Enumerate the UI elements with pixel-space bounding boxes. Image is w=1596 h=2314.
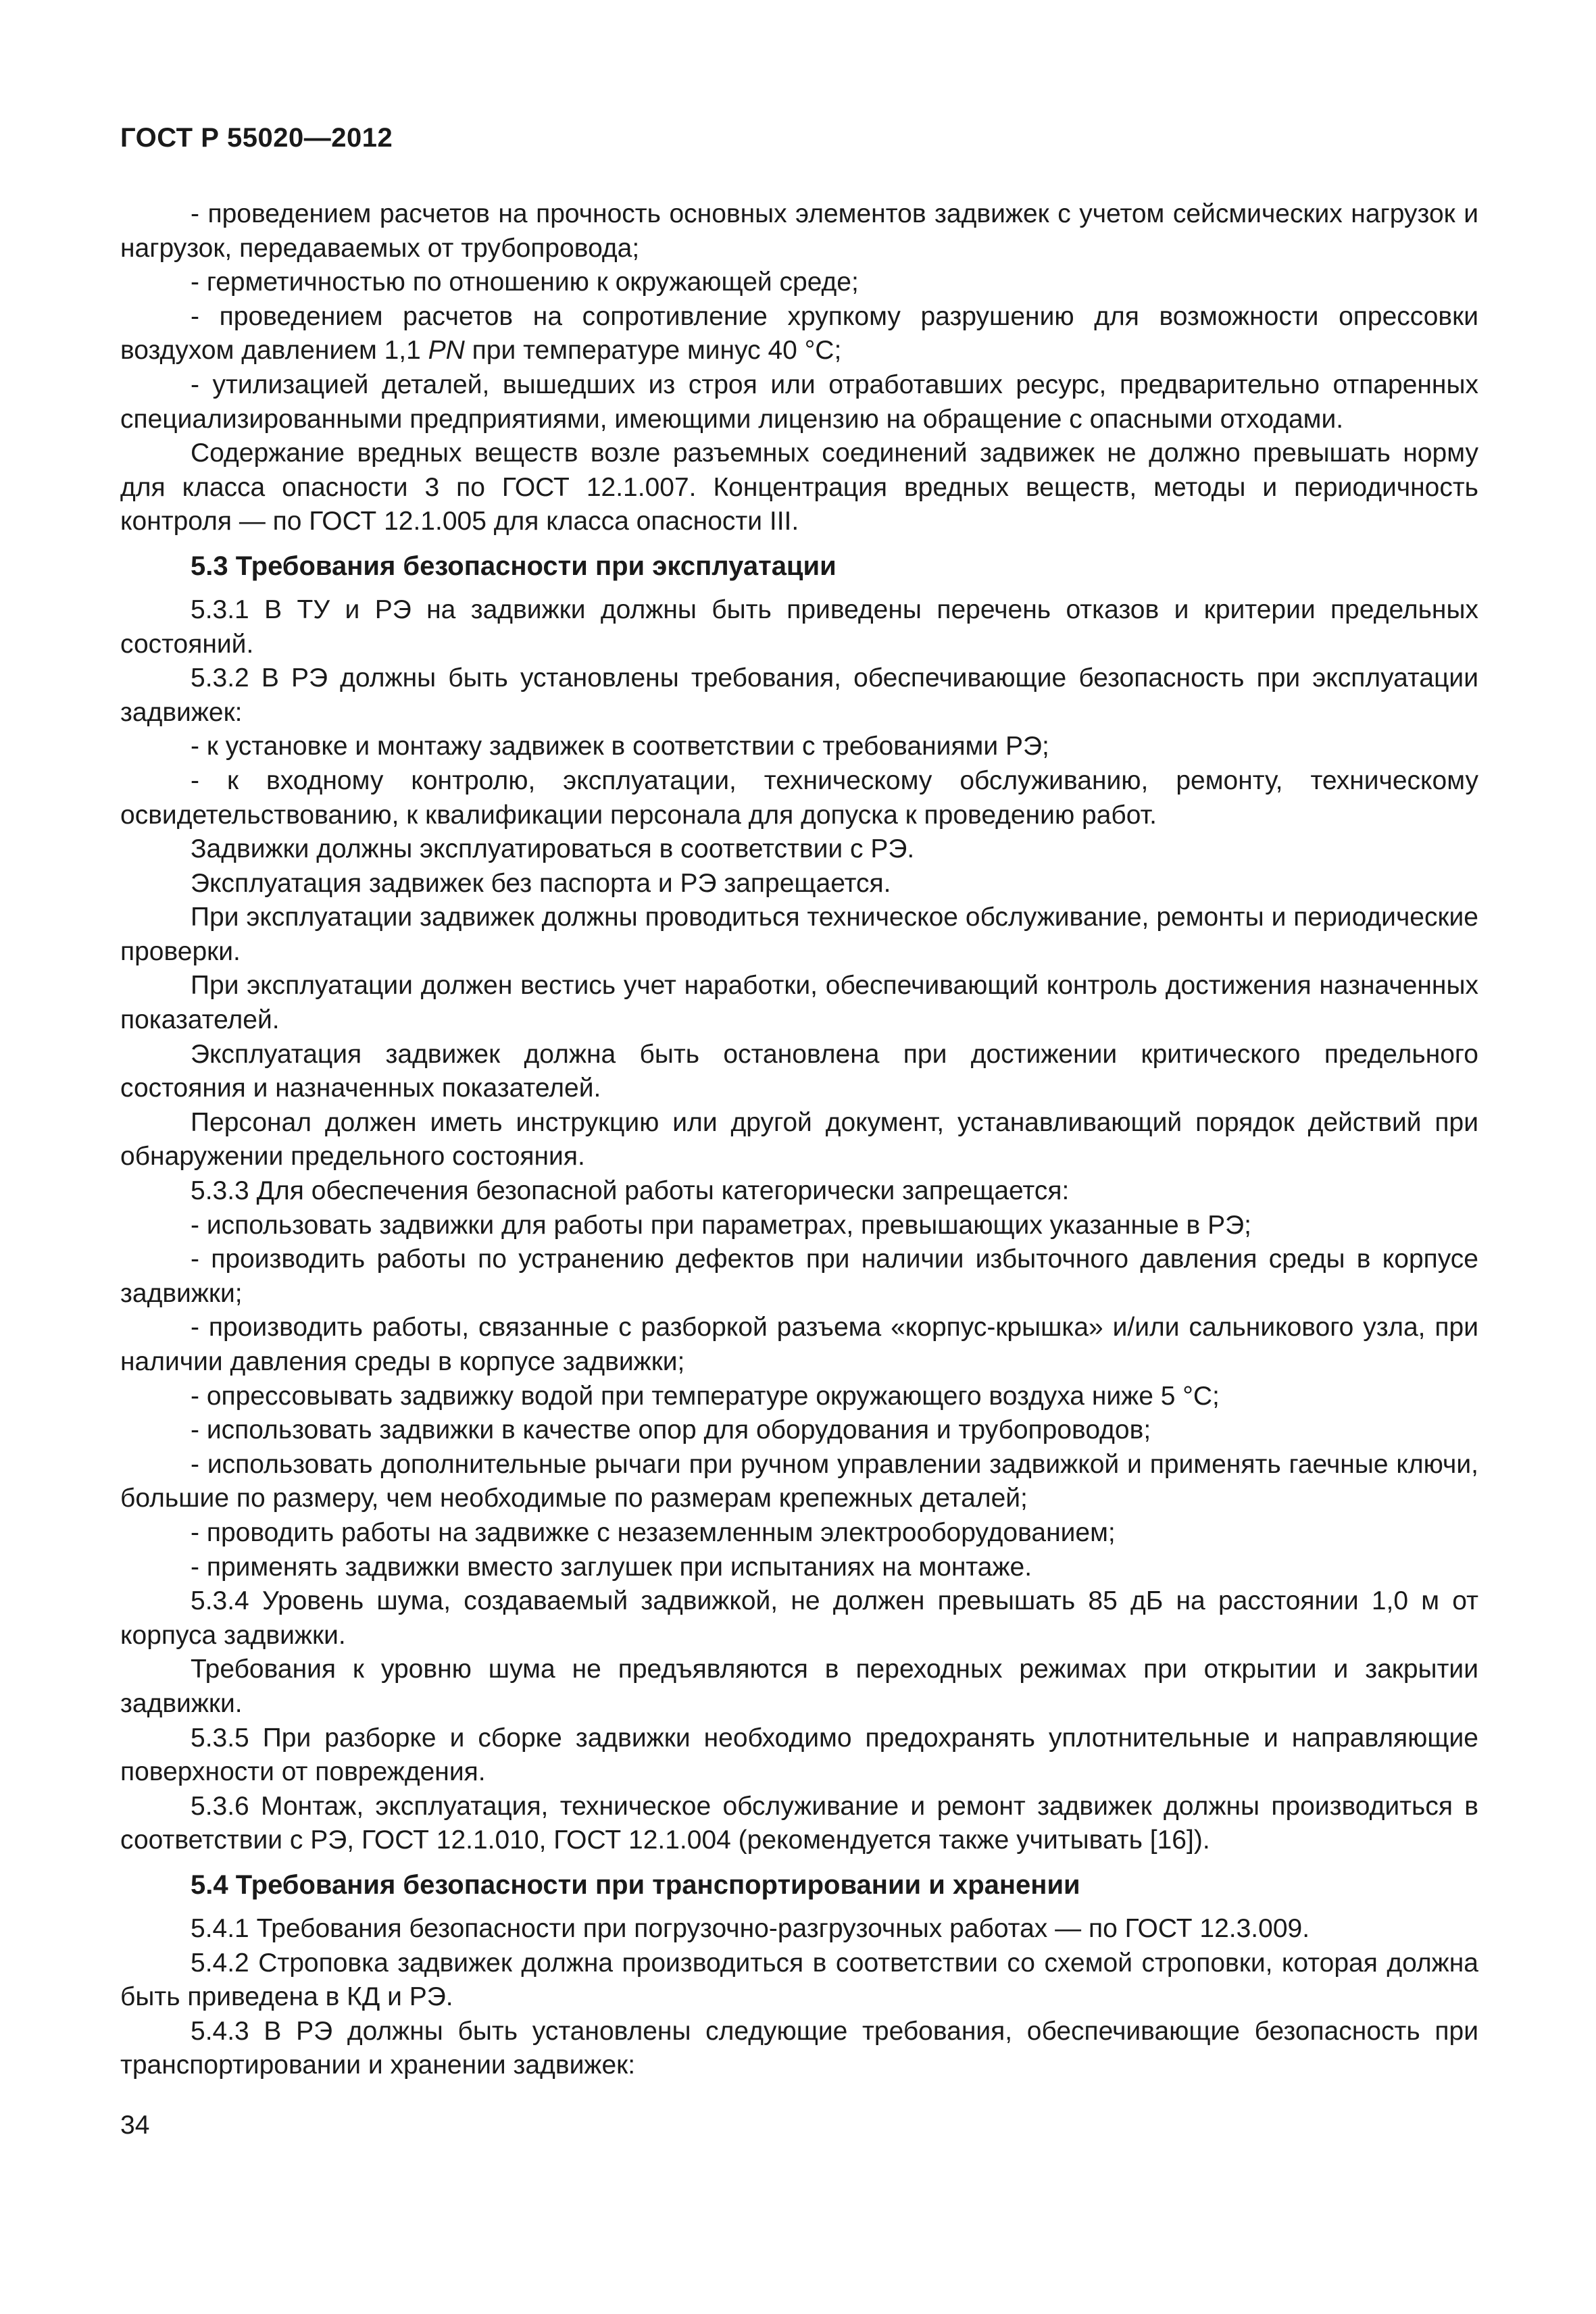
section-heading-5-3: 5.3 Требования безопасности при эксплуатации [191, 551, 837, 581]
paragraph: Требования к уровню шума не предъявляются в переходных режимах при открытии и закрытии задвижки. [120, 1655, 1478, 1718]
paragraph: - к установке и монтажу задвижек в соответствии с требованиями РЭ; [191, 732, 1049, 761]
paragraph: - герметичностью по отношению к окружающей среде; [191, 268, 859, 297]
paragraph: 5.3.6 Монтаж, эксплуатация, техническое обслуживание и ремонт задвижек должны производиться в соответствии с РЭ, ГОСТ 12.1.010, ГОСТ 12.1.004 (рекомендуется также учитывать [16]). [120, 1791, 1478, 1855]
paragraph: Эксплуатация задвижек без паспорта и РЭ запрещается. [191, 868, 891, 898]
paragraph: - к входному контролю, эксплуатации, техническому обслуживанию, ремонту, техническому освидетельствованию, к квалификации персонала для допуска к проведению работ. [120, 765, 1478, 830]
paragraph: 5.4.1 Требования безопасности при погрузочно-разгрузочных работах — по ГОСТ 12.3.009. [191, 1913, 1310, 1943]
paragraph: - использовать задвижки для работы при параметрах, превышающих указанные в РЭ; [191, 1210, 1251, 1240]
paragraph: Содержание вредных веществ возле разъемных соединений задвижек не должно превышать норму для класса опасности 3 по ГОСТ 12.1.007. Концентрация вредных веществ, методы и периодичность контроля — по ГОСТ 12.1.005 для класса опасности III. [120, 438, 1478, 536]
page-number: 34 [120, 2111, 150, 2140]
document-body [120, 197, 1478, 2083]
paragraph: 5.3.2 В РЭ должны быть установлены требования, обеспечивающие безопасность при эксплуатации задвижек: [120, 663, 1478, 727]
paragraph: 5.3.5 При разборке и сборке задвижки необходимо предохранять уплотнительные и направляющие поверхности от повреждения. [120, 1723, 1478, 1787]
section-heading-5-4: 5.4 Требования безопасности при транспортировании и хранении [191, 1869, 1080, 1900]
paragraph: 5.3.3 Для обеспечения безопасной работы категорически запрещается: [191, 1176, 1070, 1206]
paragraph: - производить работы, связанные с разборкой разъема «корпус-крышка» и/или сальникового узла, при наличии давления среды в корпусе задвижки; [120, 1313, 1478, 1376]
paragraph: Эксплуатация задвижек должна быть остановлена при достижении критического предельного состояния и назначенных показателей. [120, 1039, 1478, 1103]
paragraph: 5.3.4 Уровень шума, создаваемый задвижкой, не должен превышать 85 дБ на расстоянии 1,0 м от корпуса задвижки. [120, 1586, 1478, 1650]
paragraph: Задвижки должны эксплуатироваться в соответствии с РЭ. [191, 834, 915, 864]
paragraph: - проводить работы на задвижке с незаземленным электрооборудованием; [191, 1517, 1116, 1547]
paragraph [120, 300, 1478, 368]
paragraph: - опрессовывать задвижку водой при температуре окружающего воздуха ниже 5 °С; [191, 1381, 1220, 1411]
paragraph: - использовать задвижки в качестве опор для оборудования и трубопроводов; [191, 1415, 1151, 1445]
pn-symbol: PN [428, 336, 465, 366]
paragraph: При эксплуатации должен вестись учет наработки, обеспечивающий контроль достижения назначенных показателей. [120, 971, 1478, 1035]
paragraph: 5.4.2 Строповка задвижек должна производиться в соответствии со схемой строповки, которая должна быть приведена в КД и РЭ. [120, 1948, 1478, 2012]
paragraph: - производить работы по устранению дефектов при наличии избыточного давления среды в корпусе задвижки; [120, 1244, 1478, 1308]
paragraph: 5.3.1 В ТУ и РЭ на задвижки должны быть приведены перечень отказов и критерии предельных состояний. [120, 595, 1478, 659]
paragraph: 5.4.3 В РЭ должны быть установлены следующие требования, обеспечивающие безопасность при транспортировании и хранении задвижек: [120, 2016, 1478, 2080]
paragraph-text: при температуре минус 40 °С; [464, 336, 842, 366]
paragraph: - проведением расчетов на прочность основных элементов задвижек с учетом сейсмических нагрузок и нагрузок, передаваемых от трубопровода; [120, 199, 1478, 263]
paragraph: - применять задвижки вместо заглушек при испытаниях на монтаже. [191, 1552, 1032, 1582]
paragraph: Персонал должен иметь инструкцию или другой документ, устанавливающий порядок действий при обнаружении предельного состояния. [120, 1107, 1478, 1172]
paragraph-text: - проведением расчетов на сопротивление хрупкому разрушению для возможности опрессовки воздухом давлением 1,1 [120, 301, 1478, 366]
paragraph: При эксплуатации задвижек должны проводиться техническое обслуживание, ремонты и периодические проверки. [120, 903, 1478, 966]
paragraph: - утилизацией деталей, вышедших из строя или отработавших ресурс, предварительно отпаренных специализированными предприятиями, имеющими лицензию на обращение с опасными отходами. [120, 370, 1478, 434]
paragraph: - использовать дополнительные рычаги при ручном управлении задвижкой и применять гаечные ключи, большие по размеру, чем необходимые по размерам крепежных деталей; [120, 1449, 1478, 1513]
document-header: ГОСТ Р 55020—2012 [120, 123, 393, 153]
